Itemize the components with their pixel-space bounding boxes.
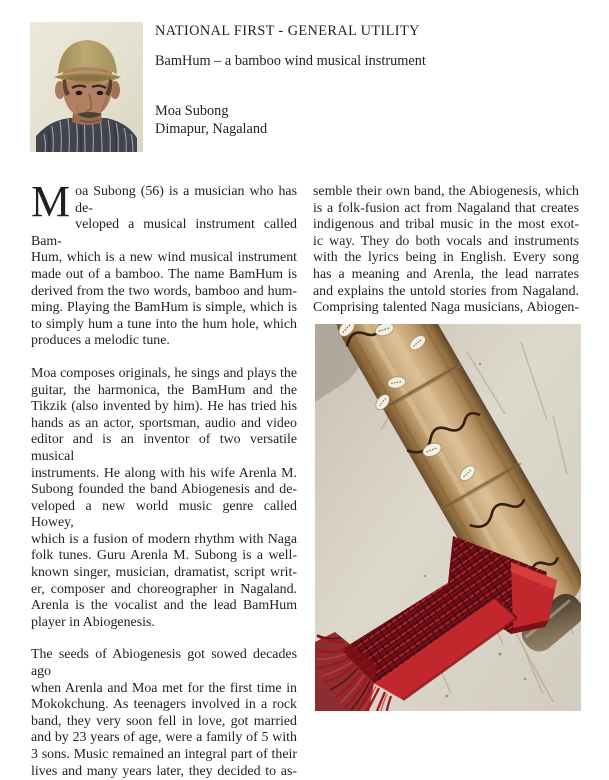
text-line: made out of a bamboo. The name BamHum is	[31, 266, 297, 282]
text-line: folk tunes. Guru Arenla M. Subong is a well-	[31, 548, 297, 564]
text-line: derived from the two words, bamboo and hum-	[31, 283, 297, 299]
text-line: which is a fusion of modern rhythm with Naga	[31, 531, 297, 547]
text-line: band, they very soon fell in love, got married	[31, 713, 297, 729]
paragraph-1	[31, 177, 297, 350]
text-line: has a meaning and Arenla, the lead narrates	[313, 266, 579, 282]
left-column	[31, 177, 297, 780]
text-line: ming. Playing the BamHum is simple, which is	[31, 300, 297, 316]
paragraph-3	[31, 647, 297, 780]
text-line: Subong founded the band Abiogenesis and de-	[31, 482, 297, 498]
text-line: to simply hum a tune into the hum hole, which	[31, 316, 297, 332]
text-line: Hum, which is a new wind musical instrument	[31, 250, 297, 266]
text-line: er, composer and choreographer in Nagaland.	[31, 581, 297, 597]
article-header	[155, 20, 575, 138]
text-line: semble their own band, the Abiogenesis, which	[313, 184, 579, 199]
instrument-photo	[315, 324, 581, 711]
text-line: instruments. He along with his wife Arenla M.	[31, 465, 297, 481]
paragraph-2	[31, 366, 297, 632]
text-line: player in Abiogenesis.	[31, 614, 155, 630]
text-line: Moa composes originals, he sings and plays the	[31, 365, 297, 381]
text-line: 3 sons. Music remained an integral part of their	[31, 747, 297, 762]
author-location: Dimapur, Nagaland	[155, 120, 268, 137]
text-line: Arenla is the vocalist and the lead BamHum	[31, 598, 297, 614]
text-line: and by 23 years of age, were a family of 5 with	[31, 730, 297, 746]
drop-cap: M	[31, 177, 71, 226]
right-column	[313, 184, 579, 317]
text-line: is a folk-fusion act from Nagaland that creates	[313, 200, 579, 216]
paragraph-4	[313, 184, 579, 317]
text-line: produces a melodic tune.	[31, 333, 170, 349]
text-line: with the lyrics being in English. Every song	[313, 250, 579, 266]
author-name: Moa Subong	[155, 103, 229, 119]
text-line: known singer, musician, dramatist, script writ-	[31, 565, 297, 581]
text-line: when Arenla and Moa met for the first time in	[31, 680, 297, 696]
text-line: hands as an actor, sportsman, audio and video	[31, 415, 297, 431]
text-line: veloped a musical instrument called Bam-	[31, 217, 297, 249]
text-line: indigenous and tribal music in the most exot-	[313, 217, 579, 233]
text-line: guitar, the harmonica, the BamHum and the	[31, 382, 297, 398]
text-line: lives and many years later, they decided to as-	[31, 763, 297, 779]
text-line: and explains the untold stories from Nagaland.	[313, 283, 579, 299]
text-line: Comprising talented Naga musicians, Abiogen-	[313, 300, 579, 316]
text-line: veloped a new world music genre called Howey,	[31, 498, 297, 531]
text-line: Mokokchung. As teenagers involved in a rock	[31, 697, 297, 713]
eye-right	[97, 91, 104, 95]
text-line: Tikzik (also invented by him). He has tried his	[31, 399, 297, 415]
portrait-photo	[30, 22, 143, 152]
text-line: oa Subong (56) is a musician who has de-	[75, 184, 297, 216]
kicker: NATIONAL FIRST - GENERAL UTILITY	[155, 23, 420, 39]
text-line: editor and is an inventor of two versatile musical	[31, 432, 297, 464]
eye-left	[76, 91, 83, 95]
byline	[155, 103, 575, 138]
article-title: BamHum – a bamboo wind musical instrument	[155, 53, 426, 69]
text-line: ic way. They do both vocals and instruments	[313, 233, 579, 249]
text-line: The seeds of Abiogenesis got sowed decades ago	[31, 647, 297, 680]
